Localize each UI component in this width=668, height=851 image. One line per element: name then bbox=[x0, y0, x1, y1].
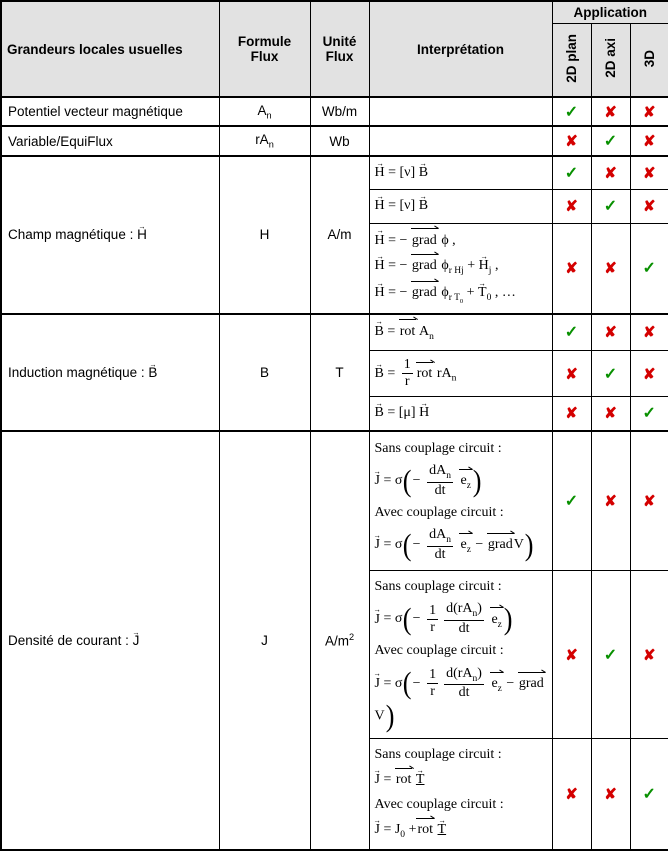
row-potentiel bbox=[1, 97, 668, 126]
mark-cell-2d-axi: ✘ bbox=[591, 431, 630, 571]
mark-cell-2d-axi: ✘ bbox=[591, 223, 630, 313]
mark-cell-2d-axi: ✘ bbox=[591, 156, 630, 190]
mark-cell-2d-plan: ✓ bbox=[552, 314, 591, 351]
mark-cell-2d-axi: ✘ bbox=[591, 314, 630, 351]
row-champ-1 bbox=[1, 156, 668, 190]
header-2d-plan-label: 2D plan bbox=[564, 33, 579, 83]
interpretation-cell: Sans couplage circuit : J → = σ(− $\frac{1}{r}$ $d(rA_n)$ dt $e_z$) Avec couplage circuit : J → = σ(− $\frac{1}{r}$ $d(rA_n)$ dt $e_z$ − gradV) bbox=[369, 571, 552, 739]
mark-cell-3d: ✓ bbox=[630, 223, 668, 313]
mark-cell-2d-axi: ✓ bbox=[591, 351, 630, 397]
mark-cell-2d-axi: ✘ bbox=[591, 97, 630, 126]
formule-cell: H bbox=[219, 156, 310, 314]
interpretation-cell: Sans couplage circuit : J → = σ(− $dA_n$ dt $e_z$) Avec couplage circuit : J → = σ(− $dA_n$ dt $e_z$ − gradV) bbox=[369, 431, 552, 571]
mark-cell-3d: ✘ bbox=[630, 156, 668, 190]
mark-cell-2d-axi: ✘ bbox=[591, 397, 630, 431]
mark-cell-2d-plan: ✘ bbox=[552, 397, 591, 431]
header-2d-axi bbox=[591, 23, 630, 97]
label-induction-magnetique: Induction magnétique : B → bbox=[1, 314, 219, 431]
row-induction-1 bbox=[1, 314, 668, 351]
mark-cell-2d-plan: ✓ bbox=[552, 431, 591, 571]
mark-cell-3d: ✘ bbox=[630, 431, 668, 571]
header-2d-axi-label: 2D axi bbox=[603, 38, 618, 79]
mark-cell-2d-axi: ✘ bbox=[591, 739, 630, 850]
mark-cell-3d: ✘ bbox=[630, 351, 668, 397]
mark-cell-3d: ✘ bbox=[630, 314, 668, 351]
formule-cell: J bbox=[219, 431, 310, 850]
header-interpretation: Interprétation bbox=[369, 1, 552, 97]
mark-cell-2d-axi: ✓ bbox=[591, 190, 630, 223]
interpretation-cell bbox=[369, 97, 552, 126]
interpretation-cell: H → = − grad ϕ , H → = − grad $\phi_{r Hj} + H \to_j$ , H → = − grad $\phi_{r T_0} + T \to_0$ , … bbox=[369, 223, 552, 313]
interpretation-cell: B → = $\frac{1}{r}$ rot $rA_n$ bbox=[369, 351, 552, 397]
mark-cell-2d-axi: ✓ bbox=[591, 126, 630, 156]
mark-cell-2d-plan: ✘ bbox=[552, 126, 591, 156]
unite-cell: T bbox=[310, 314, 369, 431]
row-densite-1 bbox=[1, 431, 668, 571]
formule-cell: B bbox=[219, 314, 310, 431]
mark-cell-2d-plan: ✘ bbox=[552, 223, 591, 313]
formule-cell: $rA_n$ bbox=[219, 126, 310, 156]
mark-cell-2d-plan: ✘ bbox=[552, 190, 591, 223]
mark-cell-2d-plan: ✘ bbox=[552, 739, 591, 850]
header-3d bbox=[630, 23, 668, 97]
mark-cell-3d: ✘ bbox=[630, 126, 668, 156]
row-variable-equiflux bbox=[1, 126, 668, 156]
label-champ-magnetique: Champ magnétique : H → bbox=[1, 156, 219, 314]
header-2d-plan bbox=[552, 23, 591, 97]
label-variable-equiflux: Variable/EquiFlux bbox=[1, 126, 219, 156]
interpretation-cell: H → = [ν] B → bbox=[369, 190, 552, 223]
interpretation-cell: H → = [ν] B → bbox=[369, 156, 552, 190]
unite-cell: Wb bbox=[310, 126, 369, 156]
interpretation-cell: Sans couplage circuit : J → = rot T → Avec couplage circuit : J → = $J_0 +rot$ T → bbox=[369, 739, 552, 850]
mark-cell-3d: ✘ bbox=[630, 97, 668, 126]
header-application: Application bbox=[552, 1, 668, 23]
label-potentiel: Potentiel vecteur magnétique bbox=[1, 97, 219, 126]
interpretation-cell bbox=[369, 126, 552, 156]
mark-cell-3d: ✓ bbox=[630, 739, 668, 850]
header-formule-flux: Formule Flux bbox=[219, 1, 310, 97]
mark-cell-3d: ✘ bbox=[630, 571, 668, 739]
mark-cell-2d-plan: ✘ bbox=[552, 351, 591, 397]
header-3d-label: 3D bbox=[641, 49, 657, 67]
formule-cell: $A_n$ bbox=[219, 97, 310, 126]
interpretation-cell: B → = [μ] H → bbox=[369, 397, 552, 431]
header-unite-flux: Unité Flux bbox=[310, 1, 369, 97]
mark-cell-2d-plan: ✘ bbox=[552, 571, 591, 739]
unite-cell: A/m bbox=[310, 156, 369, 314]
mark-cell-3d: ✘ bbox=[630, 190, 668, 223]
unite-cell: $A/m^2$ bbox=[310, 431, 369, 850]
header-row-1 bbox=[1, 1, 668, 23]
mark-cell-2d-plan: ✓ bbox=[552, 156, 591, 190]
header-grandeurs: Grandeurs locales usuelles bbox=[1, 1, 219, 97]
label-densite-courant: Densité de courant : J → bbox=[1, 431, 219, 850]
mark-cell-3d: ✓ bbox=[630, 397, 668, 431]
mark-cell-2d-plan: ✓ bbox=[552, 97, 591, 126]
unite-cell: Wb/m bbox=[310, 97, 369, 126]
mark-cell-2d-axi: ✓ bbox=[591, 571, 630, 739]
interpretation-cell: B → = rot $A_n$ bbox=[369, 314, 552, 351]
